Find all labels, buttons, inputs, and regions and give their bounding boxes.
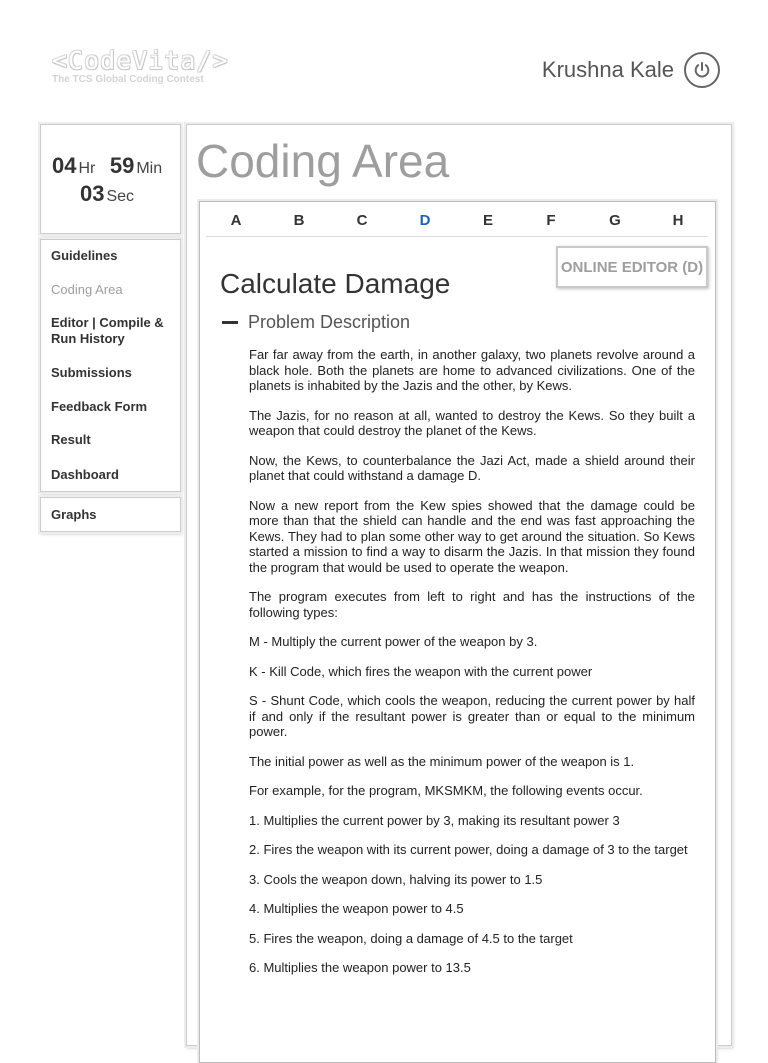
- description-paragraph: 2. Fires the weapon with its current power, doing a damage of 3 to the target: [249, 842, 688, 857]
- description-paragraph: M - Multiply the current power of the weapon by 3.: [249, 634, 538, 649]
- tab-e[interactable]: E: [482, 212, 493, 229]
- tab-f[interactable]: F: [546, 212, 556, 229]
- tab-g[interactable]: G: [609, 212, 621, 229]
- description-paragraph: The Jazis, for no reason at all, wanted to destroy the Kews. So they built a weapon that could destroy the planet of the Kews.: [249, 407, 695, 438]
- power-icon[interactable]: [684, 52, 720, 88]
- description-paragraph: Now a new report from the Kew spies showed that the damage could be more than that the shield can handle and the end was fast approaching the Kews. They had to plan some other way to get around the situation. So Kews started a mission to find a way to disarm the Jazis. In that mission they found the program that would be used to operate the weapon.: [249, 497, 695, 575]
- sidebar-item-dashboard[interactable]: Dashboard: [51, 467, 119, 482]
- timer-hours: 04: [52, 153, 77, 178]
- description-paragraph: For example, for the program, MKSMKM, the following events occur.: [249, 783, 643, 798]
- online-editor-button[interactable]: ONLINE EDITOR (D): [556, 246, 708, 288]
- countdown-timer: [40, 124, 181, 234]
- timer-seconds-unit: Sec: [106, 188, 135, 205]
- description-paragraph: Now, the Kews, to counterbalance the Jazi Act, made a shield around their planet that could withstand a damage D.: [249, 452, 695, 483]
- tab-c[interactable]: C: [356, 212, 368, 229]
- problem-title: Calculate Damage: [220, 268, 451, 299]
- sidebar-item-result[interactable]: Result: [51, 432, 91, 447]
- sidebar-item-editor-history[interactable]: Editor | Compile & Run History: [51, 315, 164, 346]
- description-paragraph: 6. Multiplies the weapon power to 13.5: [249, 960, 471, 975]
- codevita-logo: [52, 46, 229, 85]
- sidebar-item-submissions[interactable]: Submissions: [51, 365, 132, 380]
- timer-seconds: 03: [80, 181, 105, 206]
- description-paragraph: 3. Cools the weapon down, halving its power to 1.5: [249, 871, 543, 887]
- tab-d[interactable]: D: [419, 212, 431, 229]
- description-paragraph: 4. Multiplies the weapon power to 4.5: [249, 901, 464, 916]
- tab-b[interactable]: B: [293, 212, 305, 229]
- description-paragraph: S - Shunt Code, which cools the weapon, reducing the current power by half if and only if the resultant power is greater than or equal to the minimum power.: [249, 693, 695, 739]
- tab-a[interactable]: A: [230, 212, 242, 229]
- timer-hours-minutes: [52, 153, 162, 179]
- sidebar-item-graphs[interactable]: Graphs: [51, 507, 97, 522]
- user-area: [542, 52, 720, 88]
- description-paragraph: K - Kill Code, which fires the weapon with the current power: [249, 663, 593, 679]
- description-paragraph: The program executes from left to right and has the instructions of the following types:: [249, 589, 695, 620]
- timer-seconds-row: [80, 181, 134, 207]
- description-paragraph: Far far away from the earth, in another galaxy, two planets revolve around a black hole. Both the planets are home to advanced civilizations. One of the planets is inhabited by the Jazis and the other, by Kews.: [249, 347, 695, 393]
- tab-h[interactable]: H: [672, 212, 684, 229]
- timer-minutes-unit: Min: [136, 160, 163, 177]
- problem-description: [249, 347, 695, 990]
- collapse-icon[interactable]: [222, 321, 238, 324]
- description-paragraph: 5. Fires the weapon, doing a damage of 4.5 to the target: [249, 930, 573, 946]
- description-paragraph: The initial power as well as the minimum power of the weapon is 1.: [249, 753, 635, 769]
- sidebar-nav: [40, 239, 181, 492]
- sidebar-item-coding-area[interactable]: Coding Area: [51, 282, 123, 297]
- sidebar-item-feedback-form[interactable]: Feedback Form: [51, 399, 148, 414]
- tab-divider: [206, 236, 708, 237]
- timer-minutes: 59: [109, 153, 135, 178]
- graphs-panel: [40, 497, 181, 532]
- section-heading: Problem Description: [248, 312, 411, 332]
- sidebar-item-guidelines[interactable]: Guidelines: [51, 248, 118, 263]
- timer-hours-unit: Hr: [78, 160, 96, 177]
- description-paragraph: 1. Multiplies the current power by 3, making its resultant power 3: [249, 812, 620, 828]
- logo-tagline: The TCS Global Coding Contest: [52, 74, 204, 85]
- page-title: Coding Area: [196, 135, 450, 187]
- user-name: Krushna Kale: [541, 57, 674, 82]
- logo-text: <CodeVita/>: [52, 46, 229, 75]
